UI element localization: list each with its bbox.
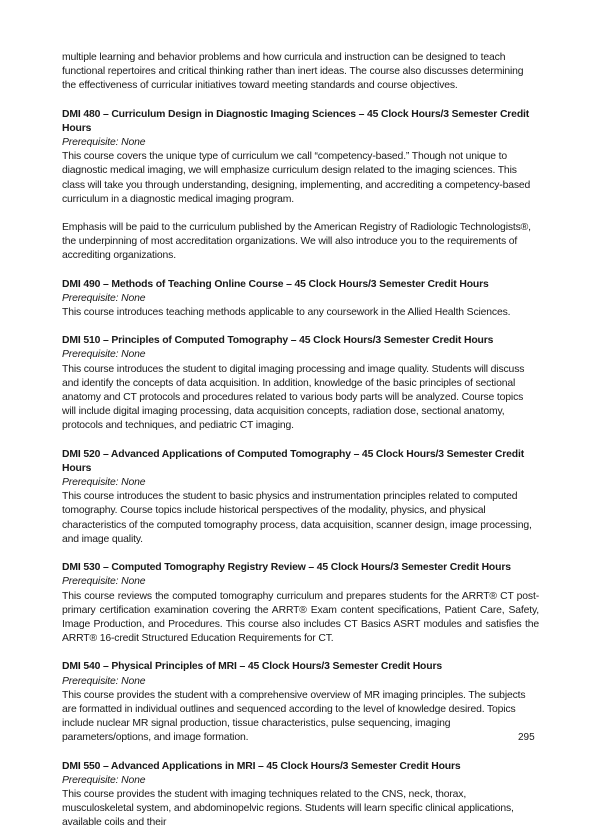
course-title: DMI 540 – Physical Principles of MRI – 45 Clock Hours/3 Semester Credit Hours xyxy=(62,661,442,673)
course-dmi-550 xyxy=(62,760,539,831)
document-page xyxy=(62,51,539,831)
course-description: This course introduces teaching methods applicable to any coursework in the Allied Health Sciences. xyxy=(62,307,511,319)
course-description: Emphasis will be paid to the curriculum published by the American Registry of Radiologic Technologists®, the underpinning of most accreditation organizations. We will also introduce you to the requirements of accrediting organizations. xyxy=(62,222,531,262)
course-dmi-530 xyxy=(62,561,539,646)
course-title: DMI 510 – Principles of Computed Tomography – 45 Clock Hours/3 Semester Credit Hours xyxy=(62,335,494,347)
course-description: This course reviews the computed tomography curriculum and prepares students for the ARRT® CT post-primary certification examination covering the ARRT® Exam content specifications, Patient Care, Safety, Image Production, and Procedures. This course also includes CT Basics ASRT modules and satisfies the ARRT® 16-credit Structured Education Requirements for CT. xyxy=(62,590,539,645)
course-prerequisite: Prerequisite: None xyxy=(62,477,146,489)
course-prerequisite: Prerequisite: None xyxy=(62,292,146,304)
course-title: DMI 550 – Advanced Applications in MRI – 45 Clock Hours/3 Semester Credit Hours xyxy=(62,760,461,772)
course-description: This course introduces the student to digital imaging processing and image quality. Students will discuss and identify the concepts of data acquisition. In addition, knowledge of the basic principles of sectional anatomy and CT protocols and procedures related to various body parts will be analyzed. Course topics will include digital imaging processing, data acquisition concepts, radiation dose, sectional anatomy, protocols and techniques, and pediatric CT imaging. xyxy=(62,363,525,432)
intro-continuation: multiple learning and behavior problems and how curricula and instruction can be designed to teach functional repertoires and critical thinking rather than inert ideas. The course also discusses determining the effectiveness of curricular initiatives toward meeting standards and course objectives. xyxy=(62,52,524,92)
course-prerequisite: Prerequisite: None xyxy=(62,137,146,149)
course-prerequisite: Prerequisite: None xyxy=(62,576,146,588)
course-prerequisite: Prerequisite: None xyxy=(62,774,146,786)
course-dmi-540 xyxy=(62,660,539,745)
course-dmi-480 xyxy=(62,108,539,264)
course-title: DMI 530 – Computed Tomography Registry Review – 45 Clock Hours/3 Semester Credit Hours xyxy=(62,562,511,574)
course-dmi-510 xyxy=(62,334,539,433)
course-description: This course provides the student with a comprehensive overview of MR imaging principles. The subjects are formatted in individual outlines and sequenced according to the level of knowledge desired. Topics include nuclear MR signal production, tissue characteristics, pulse sequencing, imaging parameters/options, and image formation. xyxy=(62,689,526,744)
course-title: DMI 480 – Curriculum Design in Diagnostic Imaging Sciences – 45 Clock Hours/3 Semester Credit Hours xyxy=(62,108,530,134)
course-title: DMI 490 – Methods of Teaching Online Course – 45 Clock Hours/3 Semester Credit Hours xyxy=(62,278,489,290)
course-title: DMI 520 – Advanced Applications of Computed Tomography – 45 Clock Hours/3 Semester Credit Hours xyxy=(62,448,525,474)
course-prerequisite: Prerequisite: None xyxy=(62,349,146,361)
course-description: This course covers the unique type of curriculum we call “competency-based.” Though not unique to diagnostic medical imaging, we will emphasize curriculum design related to the imaging sciences. This class will take you through understanding, designing, implementing, and accrediting a competency-based curriculum in a diagnostic medical imaging program. xyxy=(62,151,531,205)
course-description: This course introduces the student to basic physics and instrumentation principles related to computed tomography. Course topics include historical perspectives of the modality, physics, and physical characteristics of the computed tomography process, data acquisition, scanner design, image processing, and image quality. xyxy=(62,491,532,545)
page-number: 295 xyxy=(518,732,535,743)
course-prerequisite: Prerequisite: None xyxy=(62,675,146,687)
course-dmi-490 xyxy=(62,278,539,321)
course-description: This course provides the student with imaging techniques related to the CNS, neck, thorax, musculoskeletal system, and abdominopelvic regions. Students will learn specific clinical applications, available coils and their xyxy=(62,788,514,829)
course-dmi-520 xyxy=(62,448,539,547)
